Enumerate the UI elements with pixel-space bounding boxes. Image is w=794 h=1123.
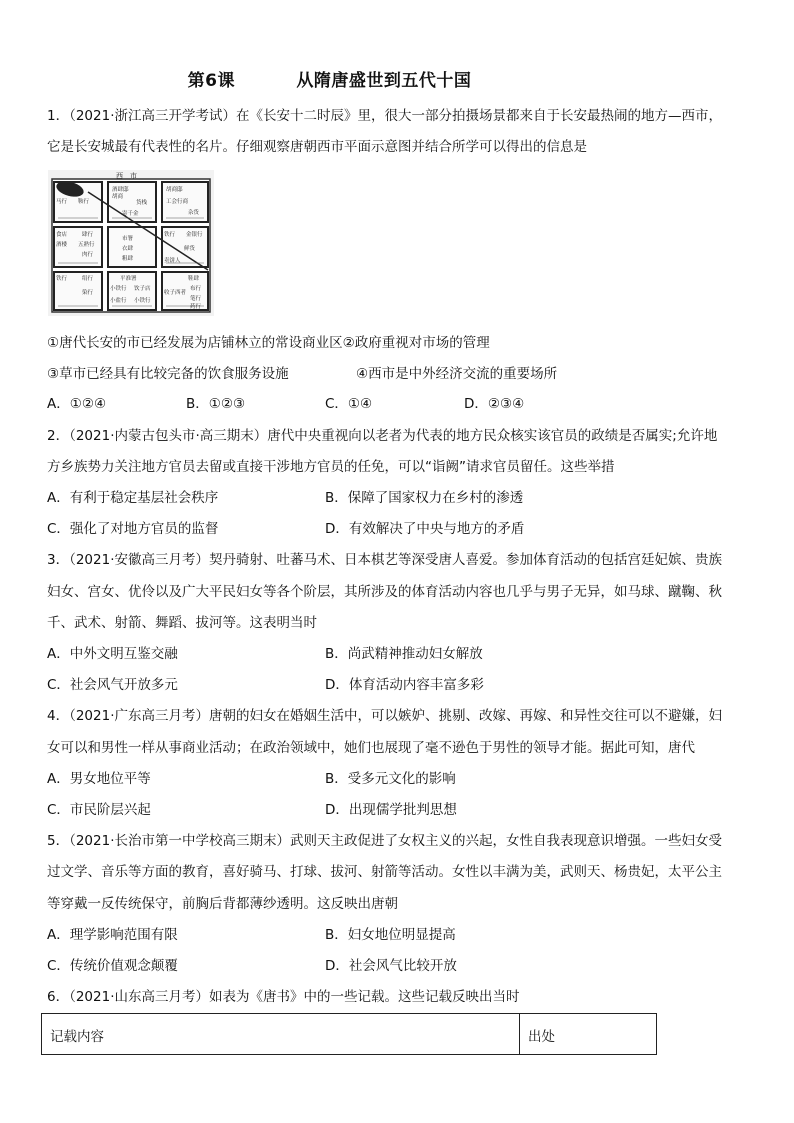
map-cell-12: 酒楼	[56, 242, 68, 248]
map-cell-25: 染行	[82, 290, 94, 296]
map-cell-18: 铁行	[164, 232, 176, 238]
map-cell-1: 马行	[56, 199, 68, 205]
map-cell-23: 绢行	[82, 276, 94, 282]
map-cell-6: 寄千金	[122, 211, 139, 217]
map-cell-9: 杂货	[188, 210, 200, 216]
q3-stem-line3: 千、武术、射箭、舞蹈、拔河等。这表明当时	[47, 615, 317, 631]
q5-stem-line2: 过文学、音乐等方面的教育，喜好骑马、打球、拔河、射箭等活动。女性以丰满为美，武则天、杨贵妃，太平公主	[47, 864, 722, 880]
q2-option-c[interactable]: C．强化了对地方官员的监督	[47, 521, 219, 537]
map-cell-19: 金银行	[186, 232, 203, 238]
q2-option-a[interactable]: A．有利于稳定基层社会秩序	[47, 490, 219, 506]
page-title	[0, 66, 794, 91]
q3-stem-line2: 妇女、宫女、优伶以及广大平民妇女等各个阶层，其所涉及的体育活动内容也几乎与男子无异，如马球、蹴鞠、秋	[47, 584, 722, 600]
map-cell-33: 布行	[190, 286, 202, 292]
map-cell-2: 鞍行	[78, 199, 90, 205]
map-cell-10: 食店	[56, 232, 68, 238]
q3-option-b[interactable]: B．尚武精神推动妇女解放	[325, 646, 483, 662]
map-cell-34: 笔行	[190, 296, 202, 302]
map-cell-8: 工会行商	[166, 199, 189, 205]
west-market-map	[48, 170, 214, 316]
map-cell-29: 小盐行	[110, 298, 127, 304]
q5-option-c[interactable]: C．传统价值观念颠覆	[47, 958, 178, 974]
q1-option-b[interactable]: B．①②③	[186, 396, 246, 412]
table-header-source: 出处	[528, 1029, 555, 1045]
q3-option-d[interactable]: D．体育活动内容丰富多彩	[325, 677, 484, 693]
q5-stem-line3: 等穿戴一反传统保守，前胸后背都薄纱透明。这反映出唐朝	[47, 896, 398, 912]
q4-option-d[interactable]: D．出现儒学批判思想	[325, 802, 457, 818]
map-cell-28: 饮子店	[134, 286, 151, 292]
q2-stem-line2: 方乡族势力关注地方官员去留或直接干涉地方官员的任免，可以“诣阙”请求官员留任。这些举措	[47, 459, 615, 475]
q3-option-c[interactable]: C．社会风气开放多元	[47, 677, 178, 693]
q1-option-d[interactable]: D．②③④	[464, 396, 525, 412]
table-header-content-cell	[42, 1014, 520, 1054]
map-cell-30: 小铁行	[134, 298, 151, 304]
q4-option-b[interactable]: B．受多元文化的影响	[325, 771, 456, 787]
map-cell-3: 酒肆邸	[112, 187, 129, 193]
q5-option-d[interactable]: D．社会风气比较开放	[325, 958, 457, 974]
q4-option-a[interactable]: A．男女地位平等	[47, 771, 151, 787]
q1-statement-1-2: ①唐代长安的市已经发展为店铺林立的常设商业区②政府重视对市场的管理	[47, 335, 490, 351]
q3-stem-line1: 3．（2021·安徽高三月考）契丹骑射、吐蕃马术、日本棋艺等深受唐人喜爱。参加体育活动的包括宫廷妃嫔、贵族	[47, 552, 722, 568]
map-cell-22: 铁行	[56, 276, 68, 282]
lesson-title: 从隋唐盛世到五代十国	[296, 71, 472, 91]
map-top-label: 西 市	[116, 172, 137, 180]
map-cell-31: 鞋肆	[188, 276, 200, 282]
map-cell-7: 胡商邸	[166, 187, 183, 193]
q1-statement-4: ④西市是中外经济交流的重要场所	[356, 366, 558, 382]
map-cell-32: 收子西者	[164, 290, 187, 296]
q5-stem-line1: 5．（2021·长治市第一中学校高三期末）武则天主政促进了女权主义的兴起，女性自我表现意识增强。一些妇女受	[47, 833, 722, 849]
q5-option-b[interactable]: B．妇女地位明显提高	[325, 927, 456, 943]
q2-option-d[interactable]: D．有效解决了中央与地方的矛盾	[325, 521, 525, 537]
q2-option-b[interactable]: B．保障了国家权力在乡村的渗透	[325, 490, 524, 506]
map-cell-14: 肉行	[82, 252, 94, 258]
q6-table	[41, 1013, 657, 1055]
west-market-map-drawing	[48, 170, 214, 316]
map-cell-5: 货栈	[136, 200, 148, 206]
table-header-content: 记载内容	[50, 1029, 104, 1045]
map-cell-20: 鲜货	[184, 246, 196, 252]
map-cell-35: 药行	[190, 304, 202, 310]
lesson-number: 第6课	[187, 71, 235, 91]
map-cell-21: 卖饼人	[164, 258, 181, 264]
map-cell-27: 小铁行	[110, 286, 127, 292]
map-cell-26: 平准署	[120, 276, 137, 282]
map-cell-17: 粗肆	[122, 256, 134, 262]
q1-stem-line2: 它是长安城最有代表性的名片。仔细观察唐朝西市平面示意图并结合所学可以得出的信息是	[47, 139, 587, 155]
q2-stem-line1: 2．（2021·内蒙古包头市·高三期末）唐代中央重视向以老者为代表的地方民众核实该官员的政绩是否属实;允许地	[47, 428, 718, 444]
q1-option-c[interactable]: C．①④	[325, 396, 373, 412]
q6-stem-line1: 6．（2021·山东高三月考）如表为《唐书》中的一些记载。这些记载反映出当时	[47, 989, 520, 1005]
map-cell-13: 五熟行	[78, 242, 95, 248]
q5-option-a[interactable]: A．理学影响范围有限	[47, 927, 178, 943]
q4-stem-line2: 女可以和男性一样从事商业活动；在政治领域中，她们也展现了毫不逊色于男性的领导才能。据此可知，唐代	[47, 740, 695, 756]
q3-option-a[interactable]: A．中外文明互鉴交融	[47, 646, 178, 662]
map-cell-15: 市署	[122, 236, 134, 242]
map-cell-16: 衣肆	[122, 246, 134, 252]
q4-stem-line1: 4．（2021·广东高三月考）唐朝的妇女在婚姻生活中，可以嫉妒、挑剔、改嫁、再嫁、和异性交往可以不避嫌，妇	[47, 708, 722, 724]
map-cell-4: 胡商	[112, 194, 124, 200]
q1-option-a[interactable]: A．①②④	[47, 396, 107, 412]
q1-statement-3: ③草市已经具有比较完备的饮食服务设施	[47, 366, 289, 382]
q1-stem-line1: 1．（2021·浙江高三开学考试）在《长安十二时辰》里，很大一部分拍摄场景都来自于长安最热闹的地方—西市，	[47, 108, 722, 124]
map-cell-11: 肆行	[82, 232, 94, 238]
table-header-source-cell	[520, 1014, 656, 1054]
q4-option-c[interactable]: C．市民阶层兴起	[47, 802, 151, 818]
